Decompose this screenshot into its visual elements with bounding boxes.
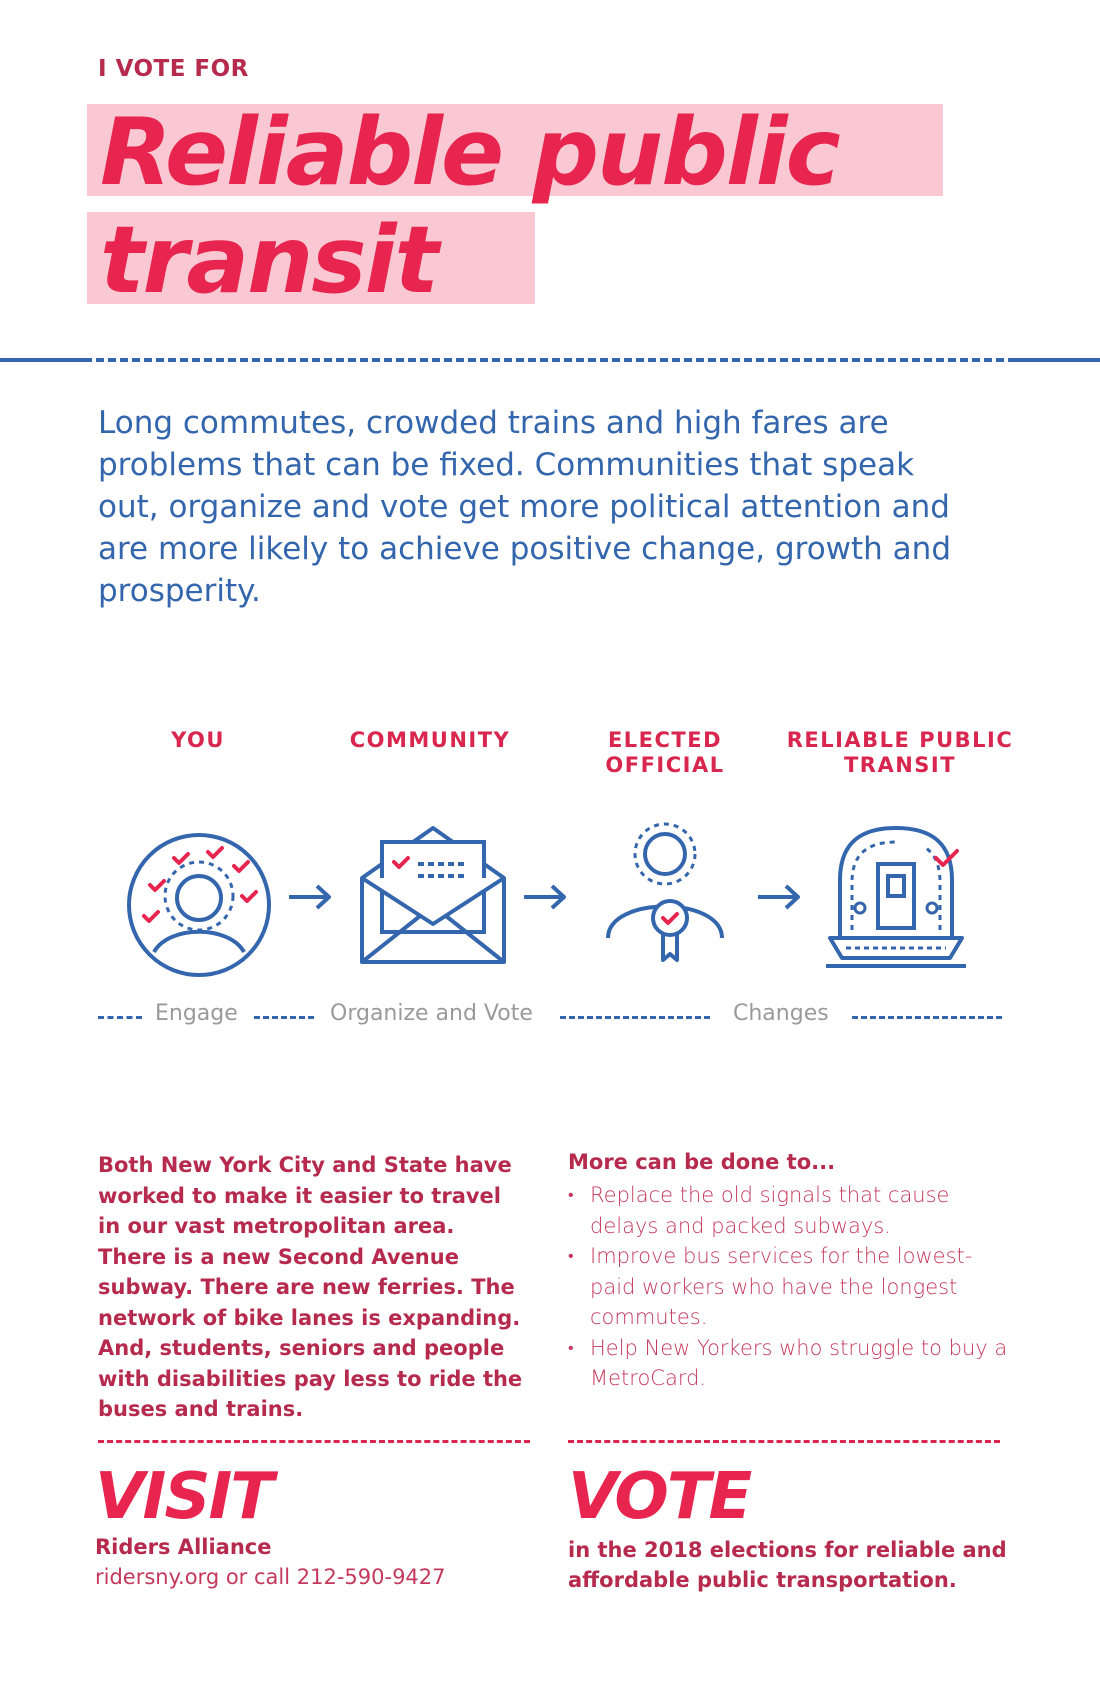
flow-label-engage: Engage — [155, 1001, 238, 1026]
flow-label-changes: Changes — [733, 1001, 829, 1026]
step-title-elected-official: ELECTED OFFICIAL — [605, 728, 725, 777]
vote-heading: VOTE — [568, 1460, 751, 1534]
list-item: • Improve bus services for the lowest-paid workers who have the longest commutes. — [568, 1241, 1008, 1333]
page-title — [100, 98, 1000, 314]
person-circle-checks-icon — [124, 830, 274, 980]
flow-label-organize-vote: Organize and Vote — [330, 1001, 533, 1026]
subway-train-icon — [826, 820, 986, 970]
separator-left — [98, 1440, 530, 1443]
contact-link[interactable]: ridersny.org or call 212-590-9427 — [95, 1565, 446, 1589]
step-title-community: COMMUNITY — [349, 728, 511, 752]
list-item: • Replace the old signals that cause delays and packed subways. — [568, 1180, 1008, 1241]
divider-solid-right — [1010, 358, 1100, 362]
left-column-text: Both New York City and State have worked to make it easier to travel in our vast metropolitan area. There is a new Second Avenue subway. There are new ferries. The network of bike lanes is expanding. And, students, seniors and people with disabilities pay less to ride the buses and trains. — [98, 1153, 523, 1421]
list-item: • Help New Yorkers who struggle to buy a MetroCard. — [568, 1333, 1008, 1394]
more-title: More can be done to... — [568, 1150, 836, 1174]
flow-dash — [560, 1016, 710, 1019]
visit-heading: VISIT — [95, 1460, 272, 1534]
action-list — [568, 1180, 1008, 1394]
headline-line-2: transit — [100, 206, 437, 314]
flow-dash — [852, 1016, 1002, 1019]
arrow-right-icon — [522, 882, 570, 912]
divider-dashed — [0, 358, 1100, 362]
divider-solid-left — [0, 358, 90, 362]
vote-text: in the 2018 elections for reliable and affordable public transportation. — [568, 1538, 1007, 1592]
step-title-reliable-transit: RELIABLE PUBLIC TRANSIT — [786, 728, 1014, 777]
intro-paragraph: Long commutes, crowded trains and high fares are problems that can be fixed. Communities that speak out, organize and vote get more political attention and are more likely to achieve positive change, growth and prosperity. — [98, 405, 951, 609]
flow-dash — [98, 1016, 142, 1019]
arrow-right-icon — [287, 882, 335, 912]
separator-right — [568, 1440, 1000, 1443]
org-name: Riders Alliance — [95, 1535, 272, 1559]
arrow-right-icon — [756, 882, 804, 912]
kicker-text: I VOTE FOR — [98, 56, 249, 82]
official-badge-icon — [600, 820, 730, 970]
flow-dash — [254, 1016, 314, 1019]
step-title-you: YOU — [171, 728, 225, 752]
envelope-ballot-icon — [358, 820, 508, 970]
headline-line-1: Reliable public — [100, 98, 839, 206]
